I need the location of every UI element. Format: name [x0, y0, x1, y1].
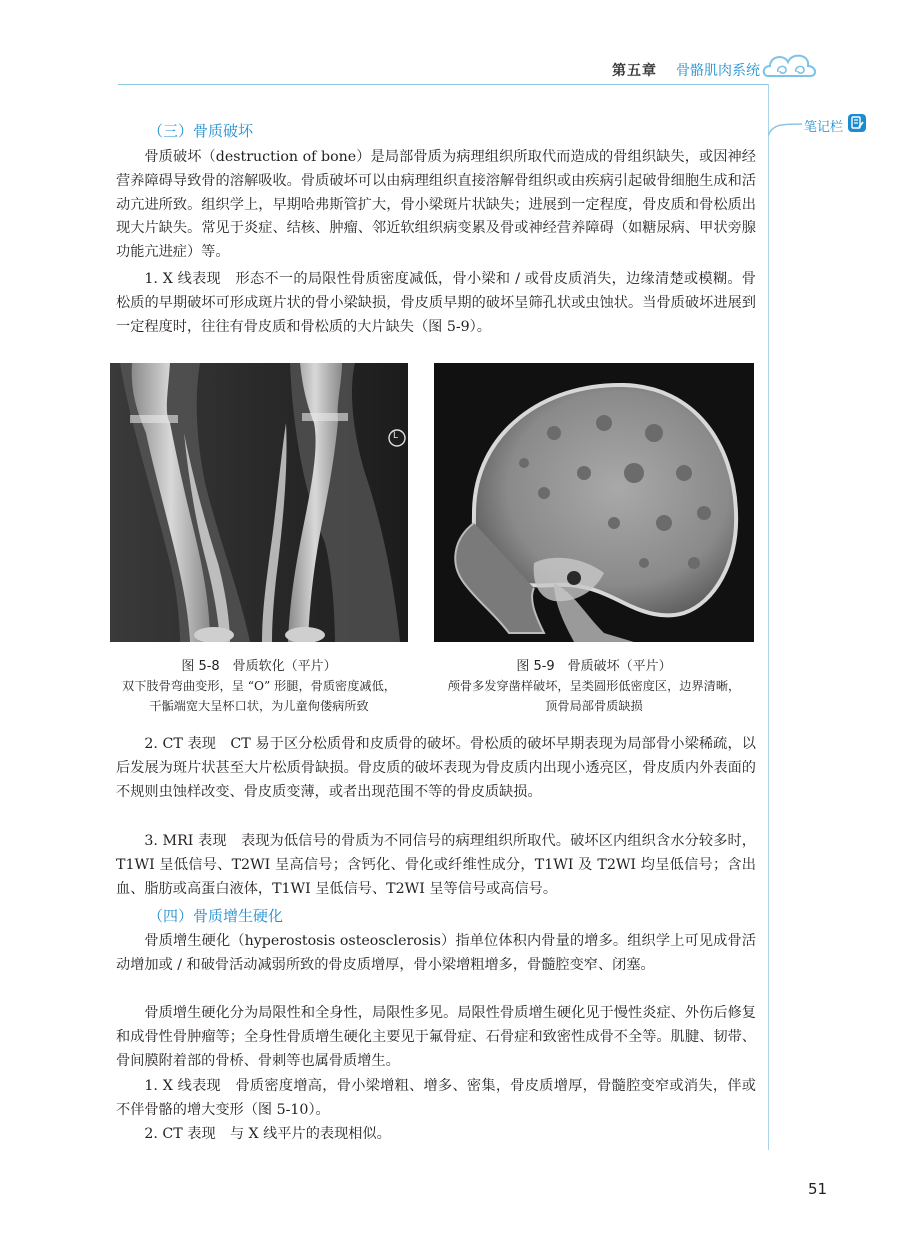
section-heading-hyperostosis: （四）骨质增生硬化: [148, 907, 284, 925]
figure-5-9-caption-title: 图 5-9 骨质破坏（平片）: [516, 659, 672, 674]
paragraph: 骨质增生硬化（hyperostosis osteosclerosis）指单位体积内骨量的增多。组织学上可见成骨活动增加或 / 和破骨活动减弱所致的骨皮质增厚，骨小梁增粗增多，骨髓腔变窄、闭塞。: [116, 933, 756, 973]
figure-5-9-caption-line: 颅骨多发穿凿样破坏，呈类圆形低密度区，边界清晰，: [447, 679, 741, 693]
figure-5-8-caption-line: 双下肢骨弯曲变形，呈 “O” 形腿，骨质密度减低，: [122, 679, 396, 693]
figure-5-8-xray: [110, 363, 408, 642]
chapter-number: 第五章: [612, 63, 657, 79]
section-heading-bone-destruction: （三）骨质破坏: [148, 122, 254, 140]
notes-label: 笔记栏: [804, 120, 844, 135]
page-header: [0, 0, 900, 90]
figure-5-8-caption-line: 干骺端宽大呈杯口状，为儿童佝偻病所致: [149, 699, 369, 713]
figure-5-8-caption-title: 图 5-8 骨质软化（平片）: [181, 659, 337, 674]
paragraph: 1. X 线表现 形态不一的局限性骨质密度减低，骨小梁和 / 或骨皮质消失，边缘清楚或模糊。骨松质的早期破坏可形成斑片状的骨小梁缺损，骨皮质早期的破坏呈筛孔状或虫蚀状。当骨质破坏进展到一定程度时，往往有骨皮质和骨松质的大片缺失（图 5-9）。: [116, 271, 756, 335]
paragraph: 3. MRI 表现 表现为低信号的骨质为不同信号的病理组织所取代。破坏区内组织含水分较多时，T1WI 呈低信号、T2WI 呈高信号；含钙化、骨化或纤维性成分，T1WI 及 T2WI 均呈低信号；含出血、脂肪或高蛋白液体，T1WI 呈低信号、T2WI 呈等信号或高信号。: [116, 833, 756, 897]
paragraph: 骨质增生硬化分为局限性和全身性，局限性多见。局限性骨质增生硬化见于慢性炎症、外伤后修复和成骨性骨肿瘤等；全身性骨质增生硬化主要见于氟骨症、石骨症和致密性成骨不全等。肌腱、韧带、骨间膜附着部的骨桥、骨刺等也属骨质增生。: [116, 1005, 756, 1069]
notes-tab-arc: [768, 118, 802, 138]
side-marker-label: L: [393, 431, 399, 441]
legs-xray-image: [110, 363, 408, 642]
paragraph: 2. CT 表现 与 X 线平片的表现相似。: [144, 1126, 391, 1142]
paragraph: 骨质破坏（destruction of bone）是局部骨质为病理组织所取代而造成的骨组织缺失，或因神经营养障碍导致骨的溶解吸收。骨质破坏可以由病理组织直接溶解骨组织或由疾病引起破骨细胞生成和活动亢进所致。组织学上，早期哈弗斯管扩大，骨小梁斑片状缺失；进展到一定程度，骨皮质和骨松质出现大片缺失。常见于炎症、结核、肿瘤、邻近软组织病变累及骨或神经营养障碍（如糖尿病、甲状旁腺功能亢进症）等。: [116, 149, 756, 261]
page-number: 51: [808, 1180, 828, 1198]
notepad-pen-icon: [848, 114, 866, 132]
skull-xray-image: [434, 363, 754, 642]
chapter-title: 骨骼肌肉系统: [676, 63, 760, 79]
margin-rule: [768, 84, 769, 1150]
figure-5-9-xray: [434, 363, 754, 642]
figure-5-9-caption-line: 顶骨局部骨质缺损: [545, 699, 643, 713]
header-rule: [118, 84, 768, 85]
paragraph: 1. X 线表现 骨质密度增高，骨小梁增粗、增多、密集，骨皮质增厚，骨髓腔变窄或消失，伴或不伴骨骼的增大变形（图 5-10）。: [116, 1078, 756, 1118]
cloud-ornament-icon: [760, 42, 820, 86]
paragraph: 2. CT 表现 CT 易于区分松质骨和皮质骨的破坏。骨松质的破坏早期表现为局部骨小梁稀疏，以后发展为斑片状甚至大片松质骨缺损。骨皮质的破坏表现为骨皮质内出现小透亮区，骨皮质内外表面的不规则虫蚀样改变、骨皮质变薄，或者出现范围不等的骨皮质缺损。: [116, 736, 756, 800]
